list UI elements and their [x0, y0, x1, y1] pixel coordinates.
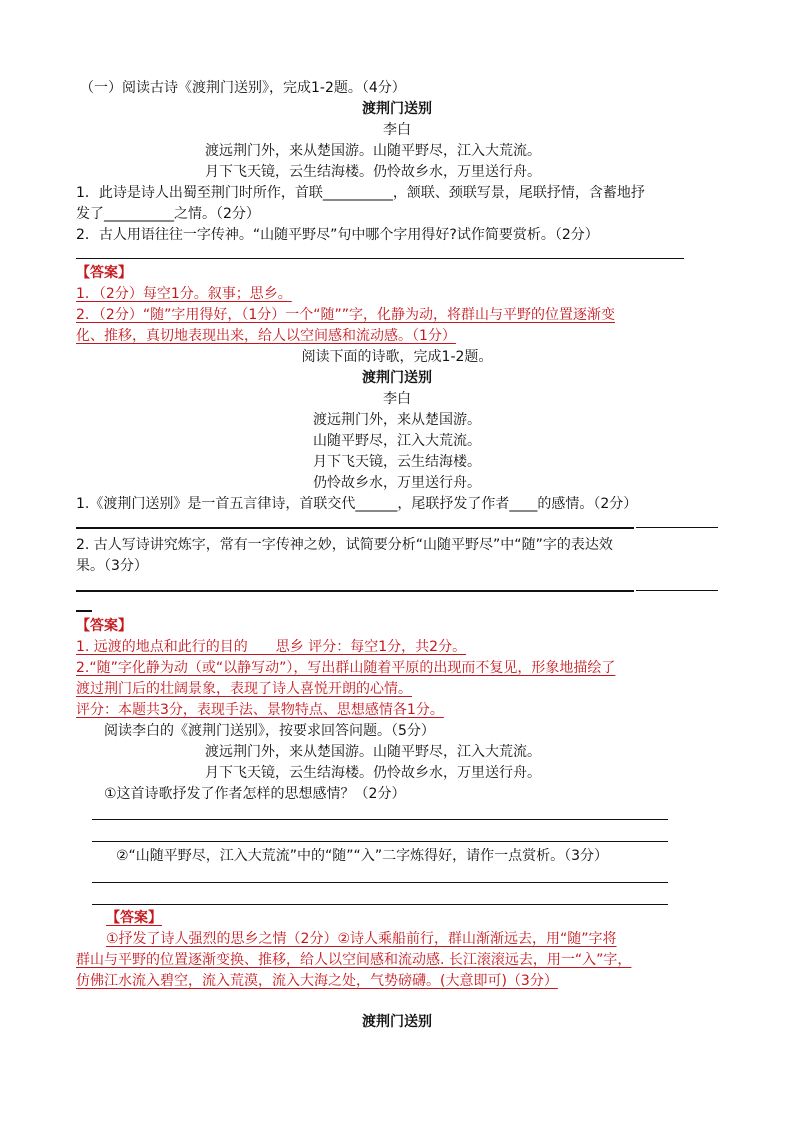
section1-answer-label: 【答案】 — [76, 265, 132, 281]
answer-line — [636, 590, 718, 591]
section2-answer: 2.“随”字化静为动（或“以静写动”），写出群山随着平原的出现而不复见，形象地描绘了 — [76, 660, 616, 676]
section3-answer: 仿佛江水流入碧空，流入荒漠，流入大海之处，气势磅礴。(大意即可)（3分） — [76, 973, 558, 989]
section1-poem-line: 月下飞天镜，云生结海楼。仍怜故乡水，万里送行舟。 — [205, 164, 541, 180]
section2-title: 渡荆门送别 — [362, 370, 432, 386]
section1-author: 李白 — [383, 122, 411, 138]
section3-answer-label: 【答案】 — [106, 910, 162, 926]
section3-poem-line: 月下飞天镜，云生结海楼。仍怜故乡水，万里送行舟。 — [205, 765, 541, 781]
section2-question-1: 1.《渡荆门送别》是一首五言律诗，首联交代______，尾联抒发了作者____的感情。（2分） — [76, 496, 638, 512]
answer-line — [76, 590, 634, 592]
section2-poem-line: 月下飞天镜，云生结海楼。 — [313, 454, 481, 470]
answer-line — [92, 819, 668, 820]
answer-line — [76, 610, 92, 612]
section2-answer: 评分：本题共3分，表现手法、景物特点、思想感情各1分。 — [76, 702, 444, 718]
answer-line — [76, 527, 634, 529]
section1-question-1-cont: 发了__________之情。（2分） — [76, 206, 260, 222]
section3-answer: 群山与平野的位置逐渐变换、推移，给人以空间感和流动感. 长江滚滚远去，用一“入”字， — [76, 952, 632, 968]
section1-question-2: 2．古人用语往往一字传神。“山随平野尽”句中哪个字用得好?试作简要赏析。（2分） — [76, 227, 599, 243]
section1-poem-line: 渡远荆门外，来从楚国游。山随平野尽，江入大荒流。 — [205, 143, 541, 159]
answer-line — [92, 882, 668, 883]
answer-line — [92, 841, 668, 842]
section1-answer: 2．（2分）“随”字用得好，（1分）一个“随””字，化静为动，将群山与平野的位置逐渐变 — [76, 307, 615, 323]
section2-answer: 渡过荆门后的壮阔景象，表现了诗人喜悦开朗的心情。 — [76, 681, 412, 697]
section2-author: 李白 — [383, 391, 411, 407]
section1-answer: 1．（2分）每空1分。叙事；思乡。 — [76, 286, 292, 302]
answer-line — [636, 527, 718, 528]
answer-line — [92, 904, 668, 905]
section1-answer: 化、推移，真切地表现出来，给人以空间感和流动感。（1分） — [76, 328, 456, 344]
section2-intro: 阅读下面的诗歌，完成1-2题。 — [301, 349, 493, 365]
section2-poem-line: 山随平野尽，江入大荒流。 — [313, 433, 481, 449]
section3-intro: 阅读李白的《渡荆门送别》，按要求回答问题。（5分） — [104, 723, 435, 739]
section2-question-2: 2. 古人写诗讲究炼字，常有一字传神之妙，试简要分析“山随平野尽”中“随”字的表达效 — [76, 537, 613, 553]
answer-line — [76, 258, 684, 259]
section3-answer: ①抒发了诗人强烈的思乡之情（2分）②诗人乘船前行，群山渐渐远去，用“随”字将 — [106, 931, 617, 947]
section1-intro: （一）阅读古诗《渡荆门送别》，完成1-2题。（4分） — [80, 80, 406, 96]
section1-question-1: 1．此诗是诗人出蜀至荆门时所作，首联__________，颔联、颈联写景，尾联抒情，含蓄地抒 — [76, 185, 645, 201]
section1-title: 渡荆门送别 — [362, 101, 432, 117]
section2-answer-label: 【答案】 — [76, 618, 132, 634]
section2-poem-line: 渡远荆门外，来从楚国游。 — [313, 412, 481, 428]
section2-poem-line: 仍怜故乡水，万里送行舟。 — [313, 475, 481, 491]
section2-question-2-cont: 果。（3分） — [76, 558, 148, 574]
next-section-title: 渡荆门送别 — [362, 1014, 432, 1030]
section3-question-1: ①这首诗歌抒发了作者怎样的思想感情？（2分） — [104, 786, 406, 802]
section3-poem-line: 渡远荆门外，来从楚国游。山随平野尽，江入大荒流。 — [205, 744, 541, 760]
section3-question-2: ②“山随平野尽，江入大荒流”中的“随”“入”二字炼得好，请作一点赏析。（3分） — [116, 848, 608, 864]
section2-answer: 1. 远渡的地点和此行的目的 思乡 评分：每空1分，共2分。 — [76, 639, 467, 655]
